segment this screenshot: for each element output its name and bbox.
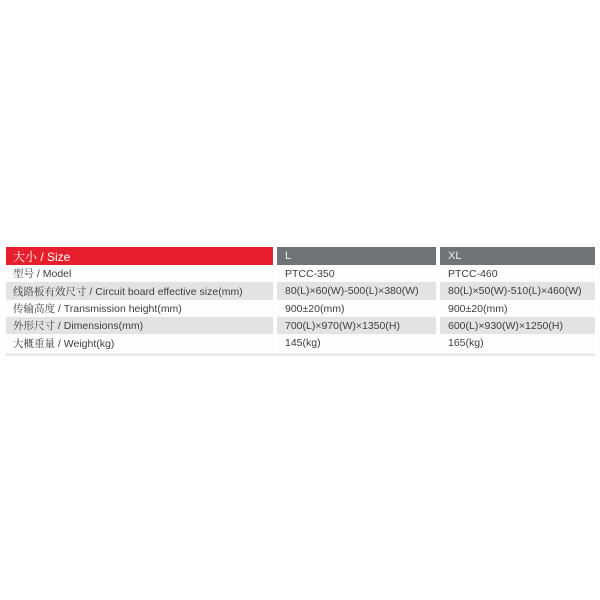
row-model-value-xl: PTCC-460: [440, 265, 595, 282]
row-circuit-board-size-value-l: 80(L)×60(W)-500(L)×380(W): [277, 282, 436, 300]
table-header-col-l: L: [277, 247, 436, 265]
row-weight-label: 大概重量 / Weight(kg): [6, 334, 273, 352]
row-model-value-l: PTCC-350: [277, 265, 436, 282]
table-header-size: 大小 / Size: [6, 247, 273, 265]
row-weight-value-l: 145(kg): [277, 334, 436, 352]
row-dimensions-label: 外形尺寸 / Dimensions(mm): [6, 317, 273, 334]
row-transmission-height-value-l: 900±20(mm): [277, 300, 436, 317]
row-weight-value-xl: 165(kg): [440, 334, 595, 352]
table-header-col-xl: XL: [440, 247, 595, 265]
size-spec-table: [6, 247, 595, 356]
row-dimensions-value-xl: 600(L)×930(W)×1250(H): [440, 317, 595, 334]
table-bottom-border: [6, 353, 595, 356]
spec-table-grid: [6, 247, 595, 352]
row-dimensions-value-l: 700(L)×970(W)×1350(H): [277, 317, 436, 334]
row-circuit-board-size-value-xl: 80(L)×50(W)-510(L)×460(W): [440, 282, 595, 300]
row-transmission-height-label: 传输高度 / Transmission height(mm): [6, 300, 273, 317]
row-model-label: 型号 / Model: [6, 265, 273, 282]
row-circuit-board-size-label: 线路板有效尺寸 / Circuit board effective size(mm): [6, 282, 273, 300]
row-transmission-height-value-xl: 900±20(mm): [440, 300, 595, 317]
